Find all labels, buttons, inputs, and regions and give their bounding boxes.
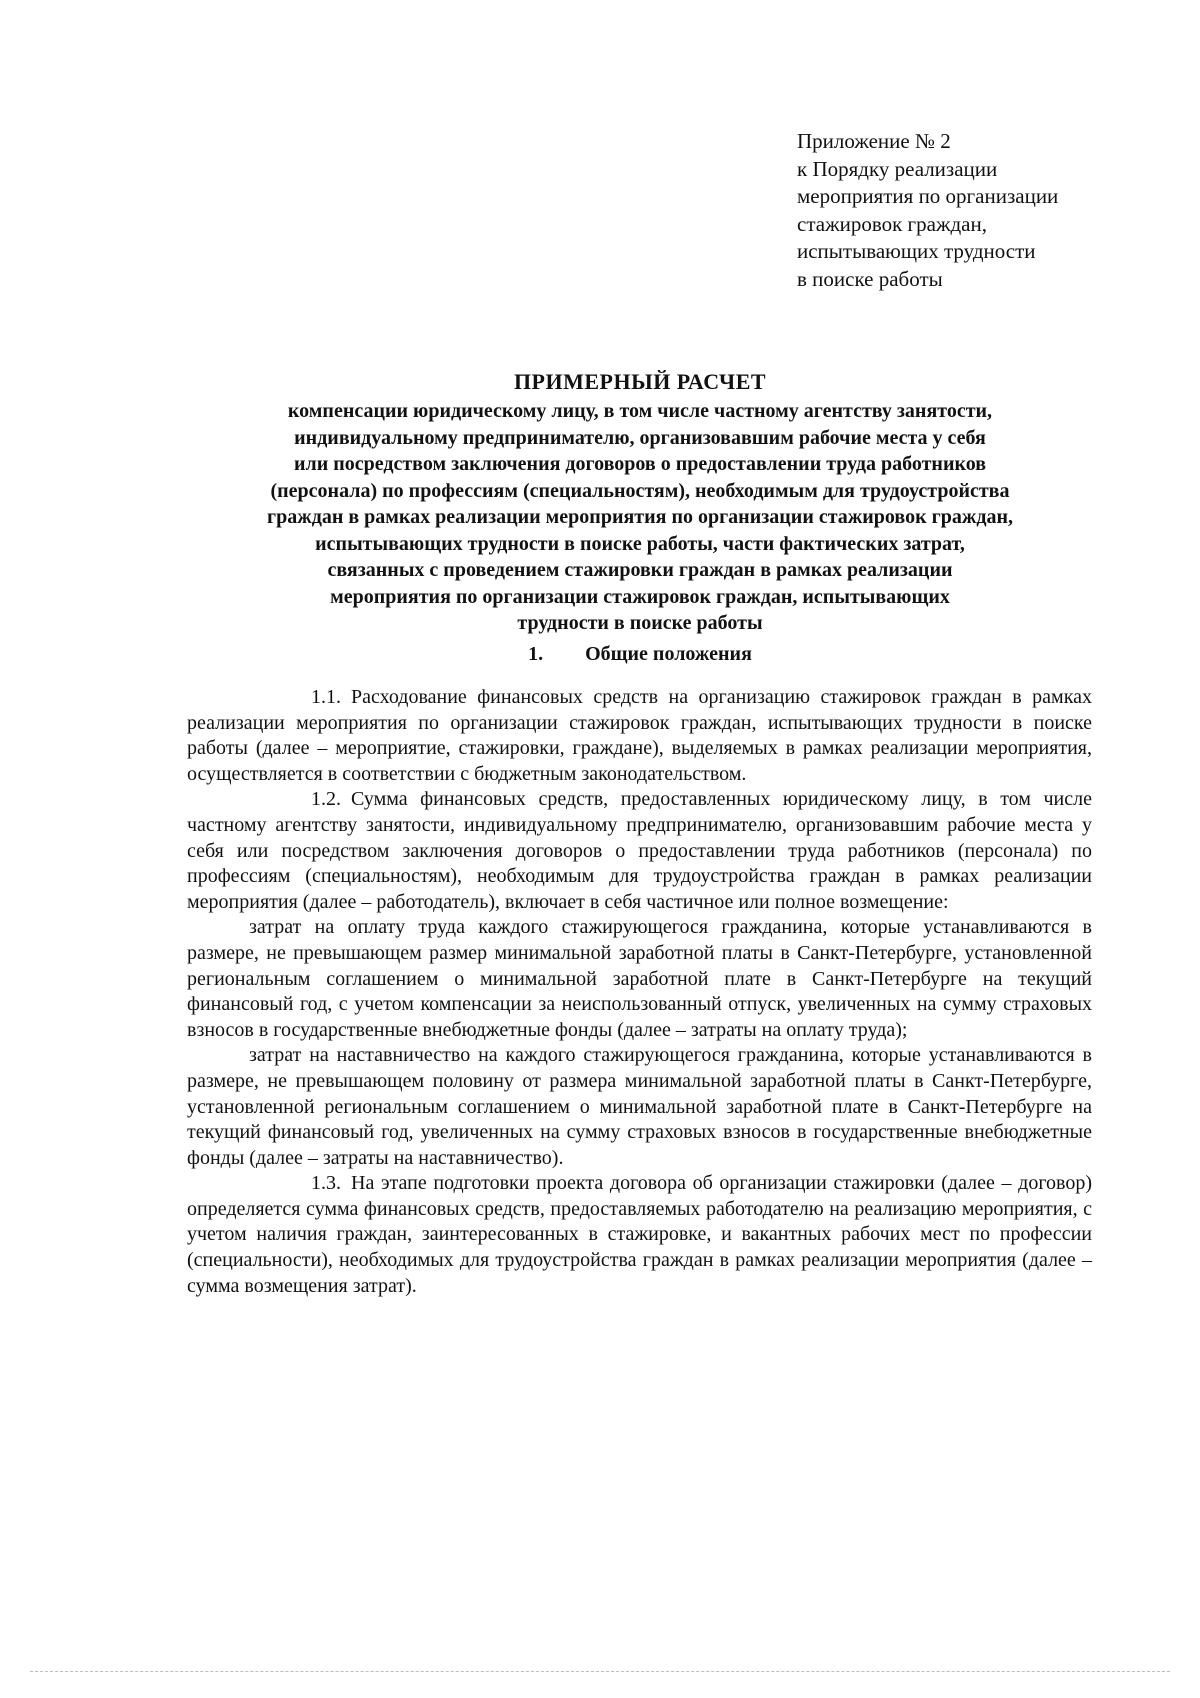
- paragraph: [187, 1043, 1092, 1171]
- appendix-line: в поиске работы: [797, 266, 943, 291]
- paragraph-text: затрат на оплату труда каждого стажирующегося гражданина, которые устанавливаются в размере, не превышающем размер минимальной заработной платы в Санкт-Петербурге, установленной региональным соглашением о минимальной заработной плате в Санкт-Петербурге на текущий финансовый год, с учетом компенсации за неиспользованный отпуск, увеличенных на сумму страховых взносов в государственные внебюджетные фонды (далее – затраты на оплату труда);: [187, 916, 1092, 1041]
- subtitle-line: мероприятия по организации стажировок граждан, испытывающих: [330, 585, 950, 608]
- paragraph-text: затрат на наставничество на каждого стажирующегося гражданина, которые устанавливаются в размере, не превышающем половину от размера минимальной заработной платы в Санкт-Петербурге, установленной региональным соглашением о минимальной заработной плате в Санкт-Петербурге на текущий финансовый год, увеличенных на сумму страховых взносов в государственные внебюджетные фонды (далее – затраты на наставничество).: [187, 1044, 1092, 1169]
- paragraph-text: Сумма финансовых средств, предоставленных юридическому лицу, в том числе частному агентству занятости, индивидуальному предпринимателю, организовавшим рабочие места у себя или посредством заключения договоров о предоставлении труда работников (персонала) по профессиям (специальностям), необходимым для трудоустройства граждан в рамках реализации мероприятия (далее – работодатель), включает в себя частичное или полное возмещение:: [187, 788, 1092, 913]
- subtitle-line: (персонала) по профессиям (специальностям), необходимым для трудоустройства: [270, 479, 1010, 502]
- subtitle-line: трудности в поиске работы: [517, 612, 763, 634]
- paragraph: [187, 685, 1092, 787]
- paragraph-number: 1.1.: [311, 686, 341, 708]
- paragraph-text: На этапе подготовки проекта договора об организации стажировки (далее – договор) определяется сумма финансовых средств, предоставляемых работодателю на реализацию мероприятия, с учетом наличия граждан, заинтересованных в стажировке, и вакантных рабочих мест по профессии (специальности), необходимых для трудоустройства граждан в рамках реализации мероприятия (далее – сумма возмещения затрат).: [187, 1172, 1092, 1297]
- appendix-line: к Порядку реализации: [797, 156, 998, 181]
- appendix-line: испытывающих трудности: [797, 239, 1036, 263]
- paragraph: [187, 1171, 1092, 1299]
- subtitle-line: компенсации юридическому лицу, в том числе частному агентству занятости,: [287, 400, 993, 422]
- section-title: Общие положения: [585, 642, 752, 665]
- appendix-line: Приложение № 2: [797, 129, 951, 153]
- appendix-note: [797, 128, 1177, 293]
- subtitle-line: индивидуальному предпринимателю, организовавшим рабочие места у себя: [294, 426, 986, 449]
- subtitle-line: или посредством заключения договоров о предоставлении труда работников: [293, 453, 987, 475]
- section-number: 1.: [528, 642, 544, 665]
- paragraph: [187, 915, 1092, 1043]
- subtitle-line: связанных с проведением стажировки граждан в рамках реализации: [327, 559, 953, 581]
- paragraph-number: 1.3.: [311, 1172, 341, 1195]
- section-heading: [180, 641, 1100, 668]
- subtitle-line: граждан в рамках реализации мероприятия по организации стажировок граждан,: [267, 506, 1013, 528]
- appendix-line: стажировок граждан,: [797, 211, 987, 236]
- title-block: [180, 368, 1100, 668]
- paragraph-number: 1.2.: [311, 788, 341, 811]
- subtitle-line: испытывающих трудности в поиске работы, части фактических затрат,: [315, 532, 965, 555]
- document-body: [187, 685, 1092, 1299]
- document-subtitle: [180, 398, 1100, 637]
- scan-edge-line: [30, 1671, 1170, 1672]
- paragraph: [187, 787, 1092, 915]
- document-title: ПРИМЕРНЫЙ РАСЧЕТ: [513, 369, 767, 394]
- paragraph-text: Расходование финансовых средств на организацию стажировок граждан в рамках реализации мероприятия по организации стажировок граждан, испытывающих трудности в поиске работы (далее – мероприятие, стажировки, граждане), выделяемых в рамках реализации мероприятия, осуществляется в соответствии с бюджетным законодательством.: [187, 686, 1092, 785]
- appendix-line: мероприятия по организации: [797, 184, 1059, 208]
